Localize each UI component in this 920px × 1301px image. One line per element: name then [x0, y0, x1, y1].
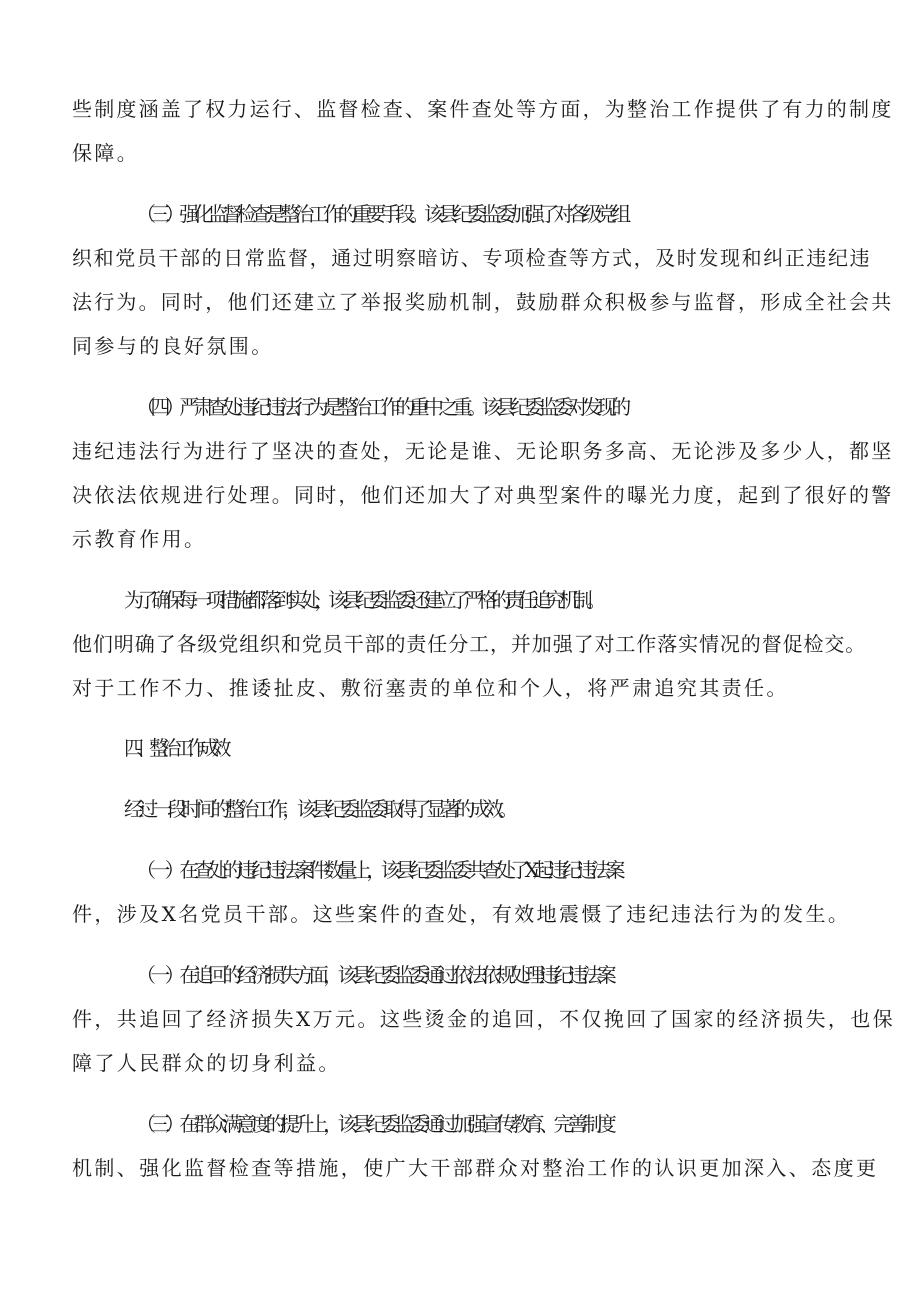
para8-line-1: （三）在群众满意度的提升上，该县纪委监委通过加强宣传教育、完善制度 — [136, 1112, 612, 1136]
para2-line-4: 同参与的良好氛围。 — [72, 334, 274, 358]
para4-line-3: 对于工作不力、推诿扯皮、敷衍塞责的单位和个人，将严肃追究其责任。 — [72, 676, 789, 700]
para3-line-2: 违纪违法行为进行了坚决的查处，无论是谁、无论职务多高、无论涉及多少人，都坚 — [72, 439, 894, 463]
para1-line-2: 保障。 — [72, 141, 140, 165]
section-heading: 四、整治工作成效 — [124, 736, 224, 760]
para4-line-1: 为了确保每一项措施都落到实处，该县纪委监委还建立了严格的责任追究机制。 — [124, 588, 600, 612]
para6-line-1: （一）在查处的违纪违法案件数量上，该县纪委监委共查处了X起违纪违法案 — [136, 858, 620, 882]
para7-line-3: 障了人民群众的切身利益。 — [72, 1051, 341, 1075]
para2-line-2: 织和党员干部的日常监督，通过明察暗访、专项检查等方式，及时发现和纠正违纪违 — [72, 246, 872, 270]
para3-line-1: （四）严肃查处违纪违法行为是整治工作的重中之重。该县纪委监委对发现的 — [136, 395, 626, 419]
para3-line-3: 决依法依规进行处理。同时，他们还加大了对典型案件的曝光力度，起到了很好的警 — [72, 483, 894, 507]
para2-line-3: 法行为。同时，他们还建立了举报奖励机制，鼓励群众积极参与监督，形成全社会共 — [72, 290, 894, 314]
para2-line-1: （三）强化监督检查是整治工作的重要手段。该县纪委监委加强了对各级党组 — [136, 202, 626, 226]
para8-line-2: 机制、强化监督检查等措施，使广大干部群众对整治工作的认识更加深入、态度更 — [72, 1156, 879, 1180]
para7-line-2: 件，共追回了经济损失X万元。这些烫金的追回，不仅挽回了国家的经济损失，也保 — [72, 1007, 896, 1031]
para3-line-4: 示教育作用。 — [72, 527, 207, 551]
para7-line-1: （一）在追回的经济损失方面，该县纪委监委通过依法依规处理违纪违法案 — [136, 963, 612, 987]
para1-line-1: 些制度涵盖了权力运行、监督检查、案件查处等方面，为整治工作提供了有力的制度 — [72, 97, 894, 121]
para4-line-2: 他们明确了各级党组织和党员干部的责任分工，并加强了对工作落实情况的督促检交。 — [72, 632, 867, 656]
para5-line-1: 经过一段时间的整治工作，该县纪委监委取得了显著的成效。 — [124, 797, 513, 821]
para6-line-2: 件，涉及X名党员干部。这些案件的查处，有效地震慑了违纪违法行为的发生。 — [72, 902, 851, 926]
